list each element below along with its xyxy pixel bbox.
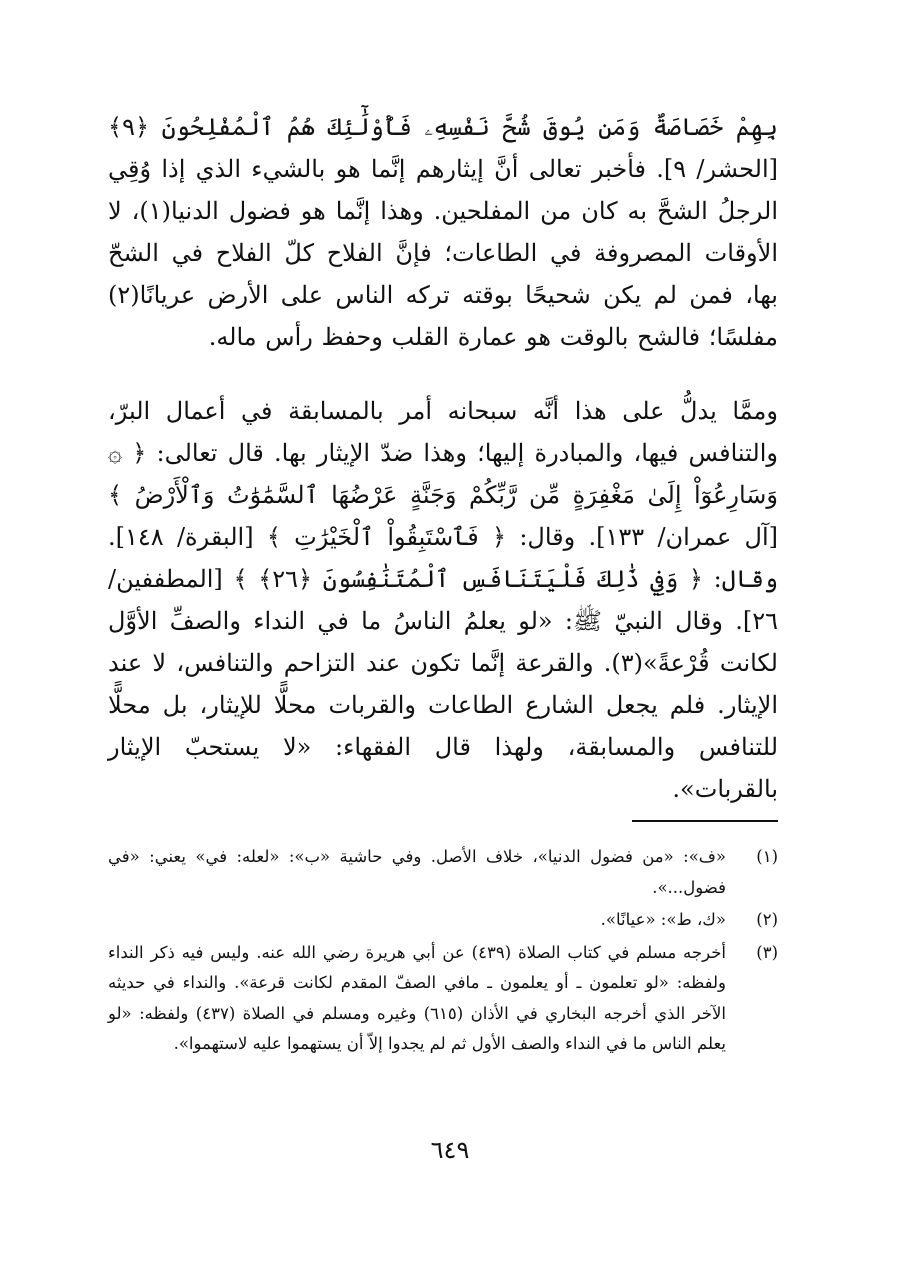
footnote-number: (٣) [756, 942, 778, 962]
footnote-3 [108, 938, 778, 1060]
main-text [108, 106, 778, 810]
footnote-2 [108, 905, 778, 936]
page-number: ٦٤٩ [430, 1136, 470, 1164]
paragraph-1: بِهِمْ خَصَاصَةٌ وَمَن يُوقَ شُحَّ نَفْسِهِۦ فَأُوْلَٰٓئِكَ هُمُ ٱلْمُفْلِحُونَ ﴿٩﴾ [الحشر/ ٩]. فأخبر تعالى أنَّ إيثارهم إنَّما هو بالشيء الذي إذا وُقِي الرجلُ الشحَّ به كان من المفلحين. وهذا إنَّما هو فضول الدنيا(١)، لا الأوقات المصروفة في الطاعات؛ فإنَّ الفلاح كلّ الفلاح في الشحّ بها، فمن لم يكن شحيحًا بوقته تركه الناس على الأرض عريانًا(٢) مفلسًا؛ فالشح بالوقت هو عمارة القلب وحفظ رأس ماله. [108, 113, 779, 351]
paragraph-2: وممَّا يدلُّ على هذا أنَّه سبحانه أمر بالمسابقة في أعمال البرّ، والتنافس فيها، والمبادرة إليها؛ وهذا ضدّ الإيثار بها. قال تعالى: ﴿ ۞ وَسَارِعُوٓاْ إِلَىٰ مَغْفِرَةٍ مِّن رَّبِّكُمْ وَجَنَّةٍ عَرْضُهَا ٱلسَّمَٰوَٰتُ وَٱلْأَرْضُ ﴾ [آل عمران/ ١٣٣]. وقال: ﴿ فَٱسْتَبِقُواْ ٱلْخَيْرَٰتِ ﴾ [البقرة/ ١٤٨]. وقال: ﴿ وَفِي ذَٰلِكَ فَلْيَتَنَافَسِ ٱلْمُتَنَٰفِسُونَ ﴿٢٦﴾ ﴾ [المطففين/ ٢٦]. وقال النبيّ ﷺ: «لو يعلمُ الناسُ ما في النداء والصفِّ الأوَّل لكانت قُرْعةً»(٣). والقرعة إنَّما تكون عند التزاحم والتنافس، لا عند الإيثار. فلم يجعل الشارع الطاعات والقربات محلًّا للإيثار، بل محلًّا للتنافس والمسابقة، ولهذا قال الفقهاء: «لا يستحبّ الإيثار بالقربات». [108, 397, 778, 803]
footnote-text: «ك، ط»: «عيانًا». [600, 910, 726, 929]
footnotes [108, 842, 778, 1062]
footnote-number: (١) [756, 847, 778, 866]
footnote-text: أخرجه مسلم في كتاب الصلاة (٤٣٩) عن أبي هريرة رضي الله عنه. وليس فيه ذكر النداء ولفظه: «لو تعلمون ـ أو يعلمون ـ مافي الصفّ المقدم لكانت قرعة». والنداء في حديثه الآخر الذي أخرجه البخاري في الأذان (٦١٥) وغيره ومسلم في الصلاة (٤٣٧) ولفظه: «لو يعلم الناس ما في النداء والصف الأول ثم لم يجدوا إلاّ أن يستهموا عليه لاستهموا». [108, 942, 726, 1053]
footnote-number: (٢) [756, 910, 778, 929]
footnote-text: «ف»: «من فضول الدنيا»، خلاف الأصل. وفي حاشية «ب»: «لعله: في» يعني: «في فضول...». [108, 847, 726, 897]
footnote-1 [108, 842, 778, 903]
footnote-divider [632, 820, 778, 822]
